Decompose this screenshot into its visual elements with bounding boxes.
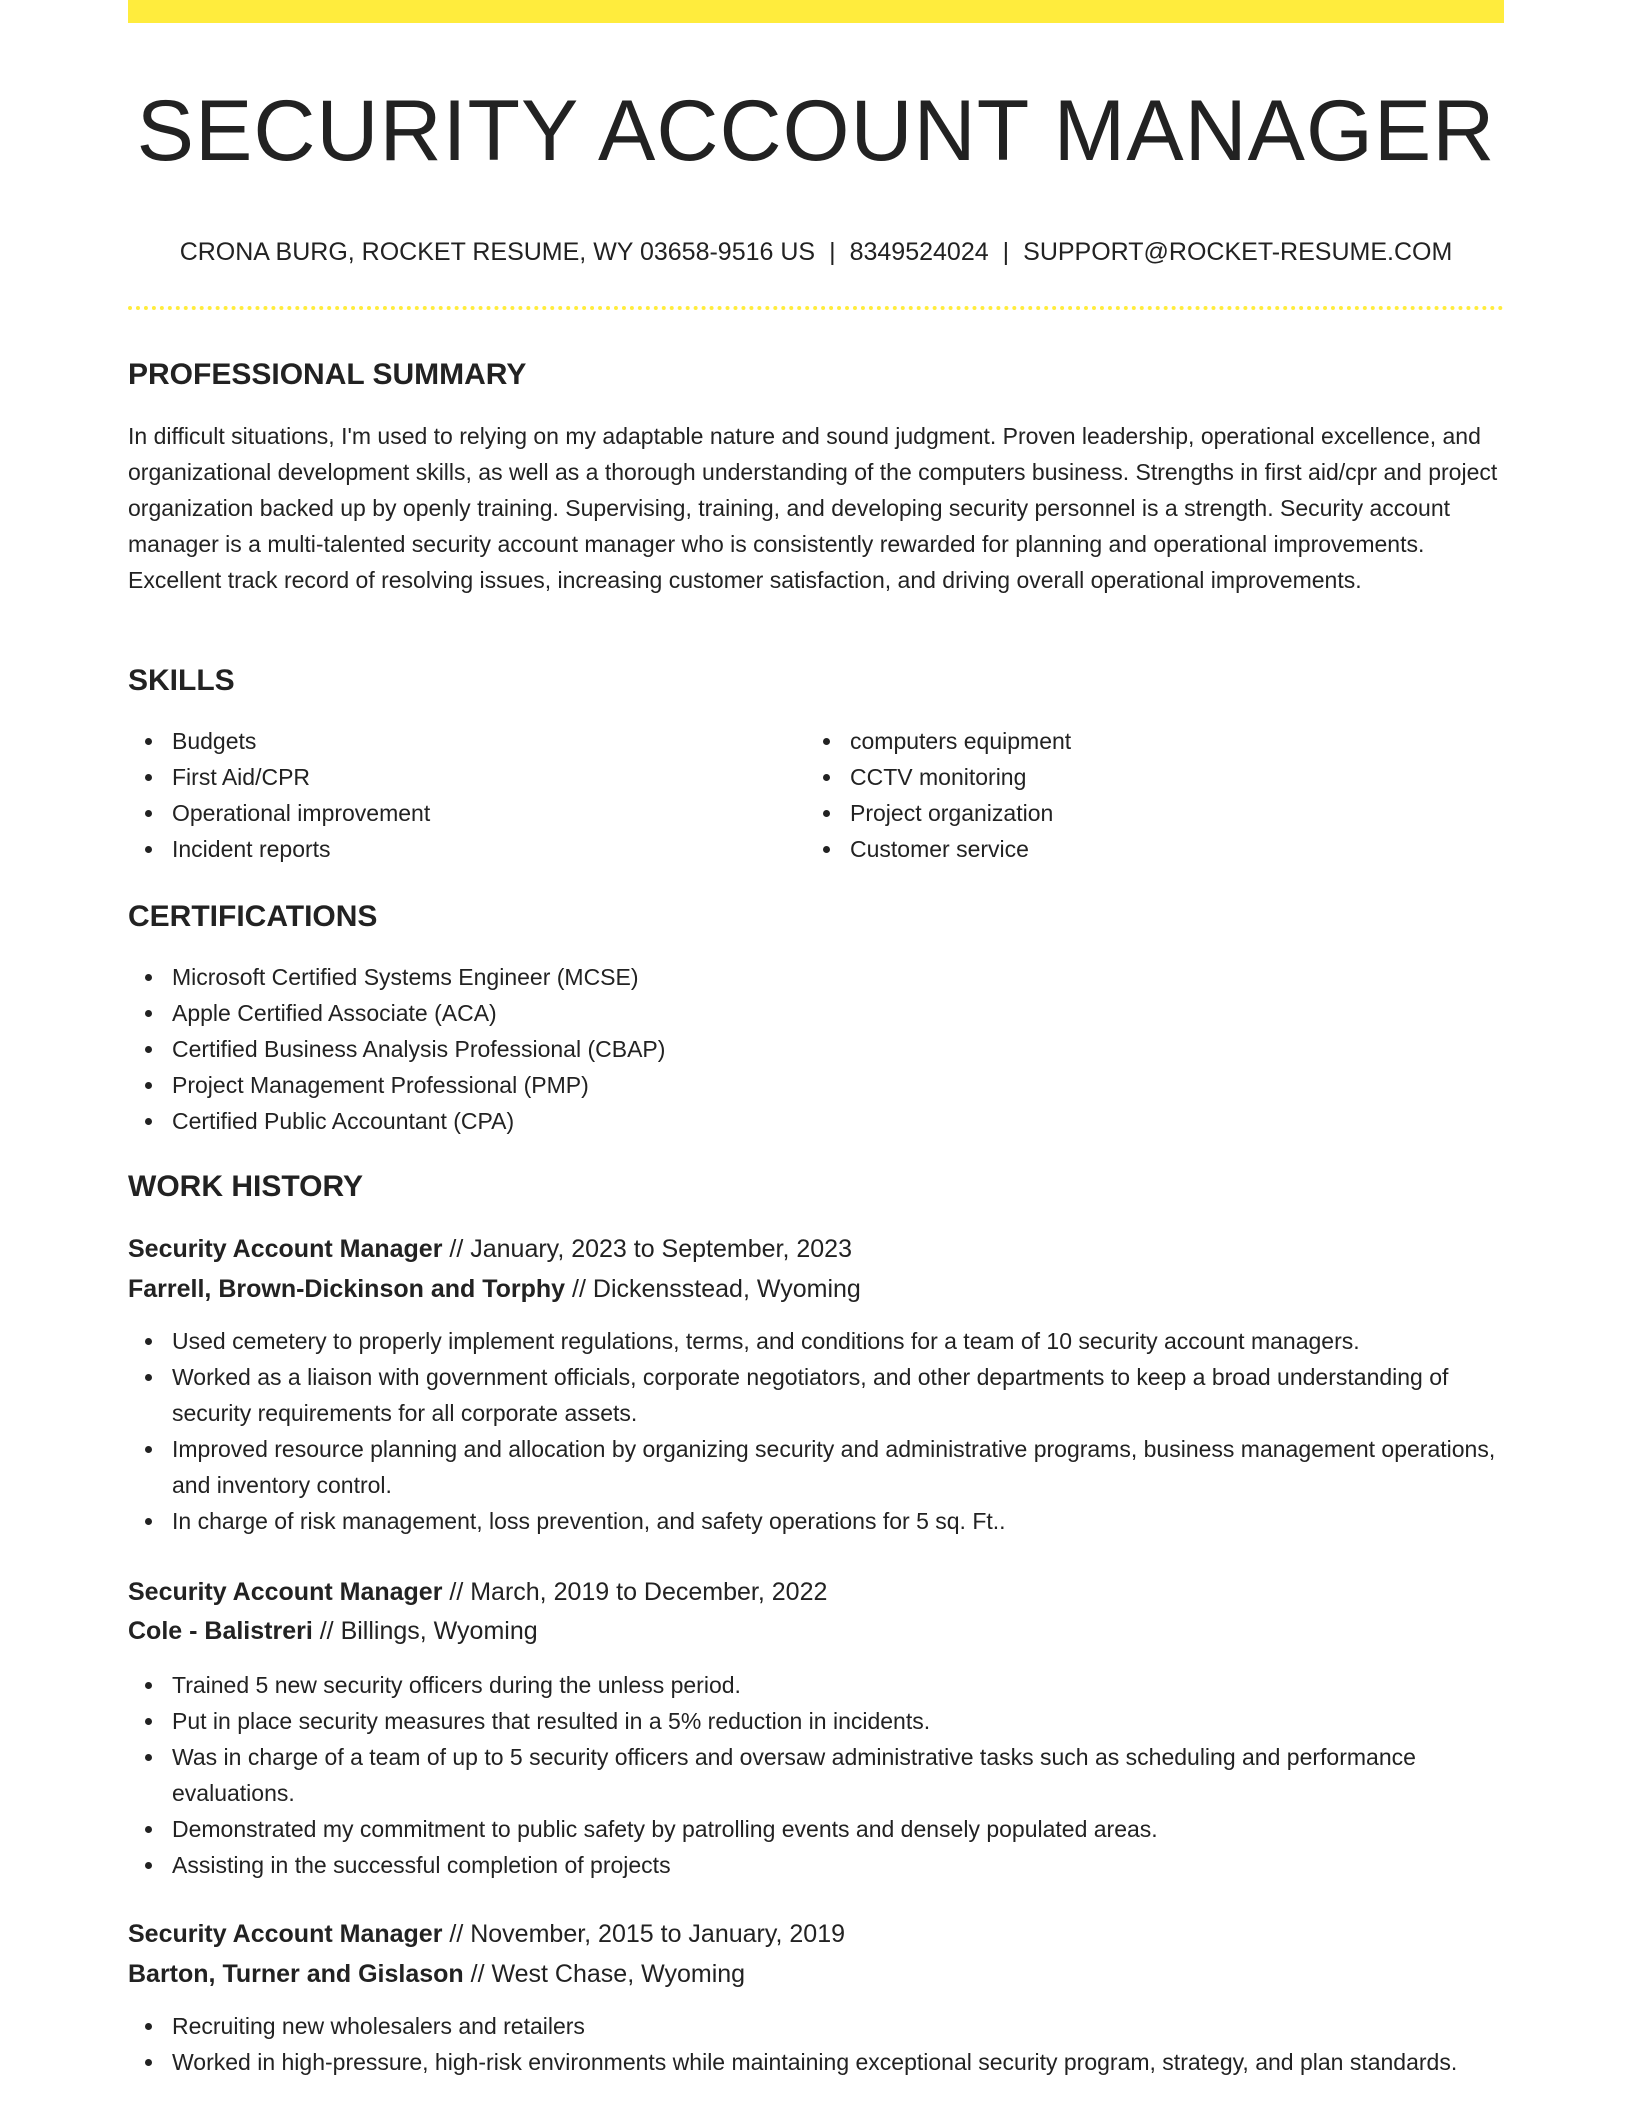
- list-item: Demonstrated my commitment to public safety by patrolling events and densely populated areas.: [128, 1811, 1504, 1847]
- job-title-line: [128, 1231, 852, 1267]
- job-location: // Dickensstead, Wyoming: [572, 1275, 861, 1303]
- skills-list-right: [806, 723, 1504, 867]
- top-accent-bar: [128, 0, 1504, 23]
- list-item: Worked in high-pressure, high-risk environments while maintaining exceptional security program, strategy, and plan standards.: [128, 2044, 1504, 2080]
- list-item: Microsoft Certified Systems Engineer (MCSE): [128, 959, 1504, 995]
- certifications-list: [128, 959, 1504, 1139]
- skills-heading: SKILLS: [128, 664, 235, 697]
- list-item: Trained 5 new security officers during the unless period.: [128, 1667, 1504, 1703]
- job-bullets: [128, 1667, 1504, 1883]
- job-title: Security Account Manager: [128, 1578, 443, 1606]
- job-company-line: [128, 1271, 861, 1307]
- list-item: Project organization: [806, 795, 1504, 831]
- job-location: // Billings, Wyoming: [319, 1617, 538, 1645]
- job-company: Farrell, Brown-Dickinson and Torphy: [128, 1275, 566, 1303]
- list-item: computers equipment: [806, 723, 1504, 759]
- certifications-heading: CERTIFICATIONS: [128, 900, 378, 933]
- list-item: Put in place security measures that resulted in a 5% reduction in incidents.: [128, 1703, 1504, 1739]
- list-item: Certified Business Analysis Professional (CBAP): [128, 1031, 1504, 1067]
- list-item: Project Management Professional (PMP): [128, 1067, 1504, 1103]
- list-item: First Aid/CPR: [128, 759, 788, 795]
- list-item: Apple Certified Associate (ACA): [128, 995, 1504, 1031]
- list-item: Assisting in the successful completion of projects: [128, 1847, 1504, 1883]
- job-title: Security Account Manager: [128, 1235, 443, 1263]
- contact-separator: |: [1002, 238, 1010, 266]
- contact-separator: |: [829, 238, 836, 266]
- job-title-line: [128, 1574, 827, 1610]
- list-item: Budgets: [128, 723, 788, 759]
- skills-list-left: [128, 723, 788, 867]
- contact-email: SUPPORT@ROCKET-RESUME.COM: [1023, 238, 1453, 266]
- job-title-line: [128, 1916, 845, 1952]
- job-bullets: [128, 1323, 1504, 1539]
- job-company-line: [128, 1956, 745, 1992]
- job-dates: // November, 2015 to January, 2019: [449, 1920, 846, 1948]
- list-item: Used cemetery to properly implement regulations, terms, and conditions for a team of 10 security account managers.: [128, 1323, 1504, 1359]
- list-item: Recruiting new wholesalers and retailers: [128, 2008, 1504, 2044]
- list-item: Customer service: [806, 831, 1504, 867]
- header-divider: [128, 306, 1504, 310]
- summary-heading: PROFESSIONAL SUMMARY: [128, 358, 527, 391]
- list-item: Worked as a liaison with government officials, corporate negotiators, and other departments to keep a broad understanding of security requirements for all corporate assets.: [128, 1359, 1504, 1431]
- job-company-line: [128, 1613, 538, 1649]
- job-bullets: [128, 2008, 1504, 2080]
- list-item: Certified Public Accountant (CPA): [128, 1103, 1504, 1139]
- job-location: // West Chase, Wyoming: [470, 1960, 746, 1988]
- job-company: Barton, Turner and Gislason: [128, 1960, 464, 1988]
- list-item: Incident reports: [128, 831, 788, 867]
- contact-address: CRONA BURG, ROCKET RESUME, WY 03658-9516 US: [179, 238, 816, 266]
- list-item: Improved resource planning and allocation by organizing security and administrative programs, business management operations, and inventory control.: [128, 1431, 1504, 1503]
- summary-text: In difficult situations, I'm used to relying on my adaptable nature and sound judgment. Proven leadership, operational excellence, and organizational development skills, as well as a thorough understanding of the computers business. Strengths in first aid/cpr and project organization backed up by openly training. Supervising, training, and developing security personnel is a strength. Security account manager is a multi-talented security account manager who is consistently rewarded for planning and operational improvements. Excellent track record of resolving issues, increasing customer satisfaction, and driving overall operational improvements.: [128, 423, 1498, 593]
- job-dates: // March, 2019 to December, 2022: [449, 1578, 828, 1606]
- work-history-heading: WORK HISTORY: [128, 1170, 364, 1203]
- job-title: Security Account Manager: [128, 1920, 443, 1948]
- resume-page: [128, 0, 1504, 2112]
- job-dates: // January, 2023 to September, 2023: [449, 1235, 852, 1263]
- list-item: Operational improvement: [128, 795, 788, 831]
- contact-phone: 8349524024: [849, 238, 989, 266]
- resume-title: SECURITY ACCOUNT MANAGER: [136, 83, 1496, 179]
- list-item: In charge of risk management, loss prevention, and safety operations for 5 sq. Ft..: [128, 1503, 1504, 1539]
- contact-line: [128, 236, 1504, 268]
- list-item: CCTV monitoring: [806, 759, 1504, 795]
- job-company: Cole - Balistreri: [128, 1617, 313, 1645]
- list-item: Was in charge of a team of up to 5 security officers and oversaw administrative tasks such as scheduling and performance evaluations.: [128, 1739, 1504, 1811]
